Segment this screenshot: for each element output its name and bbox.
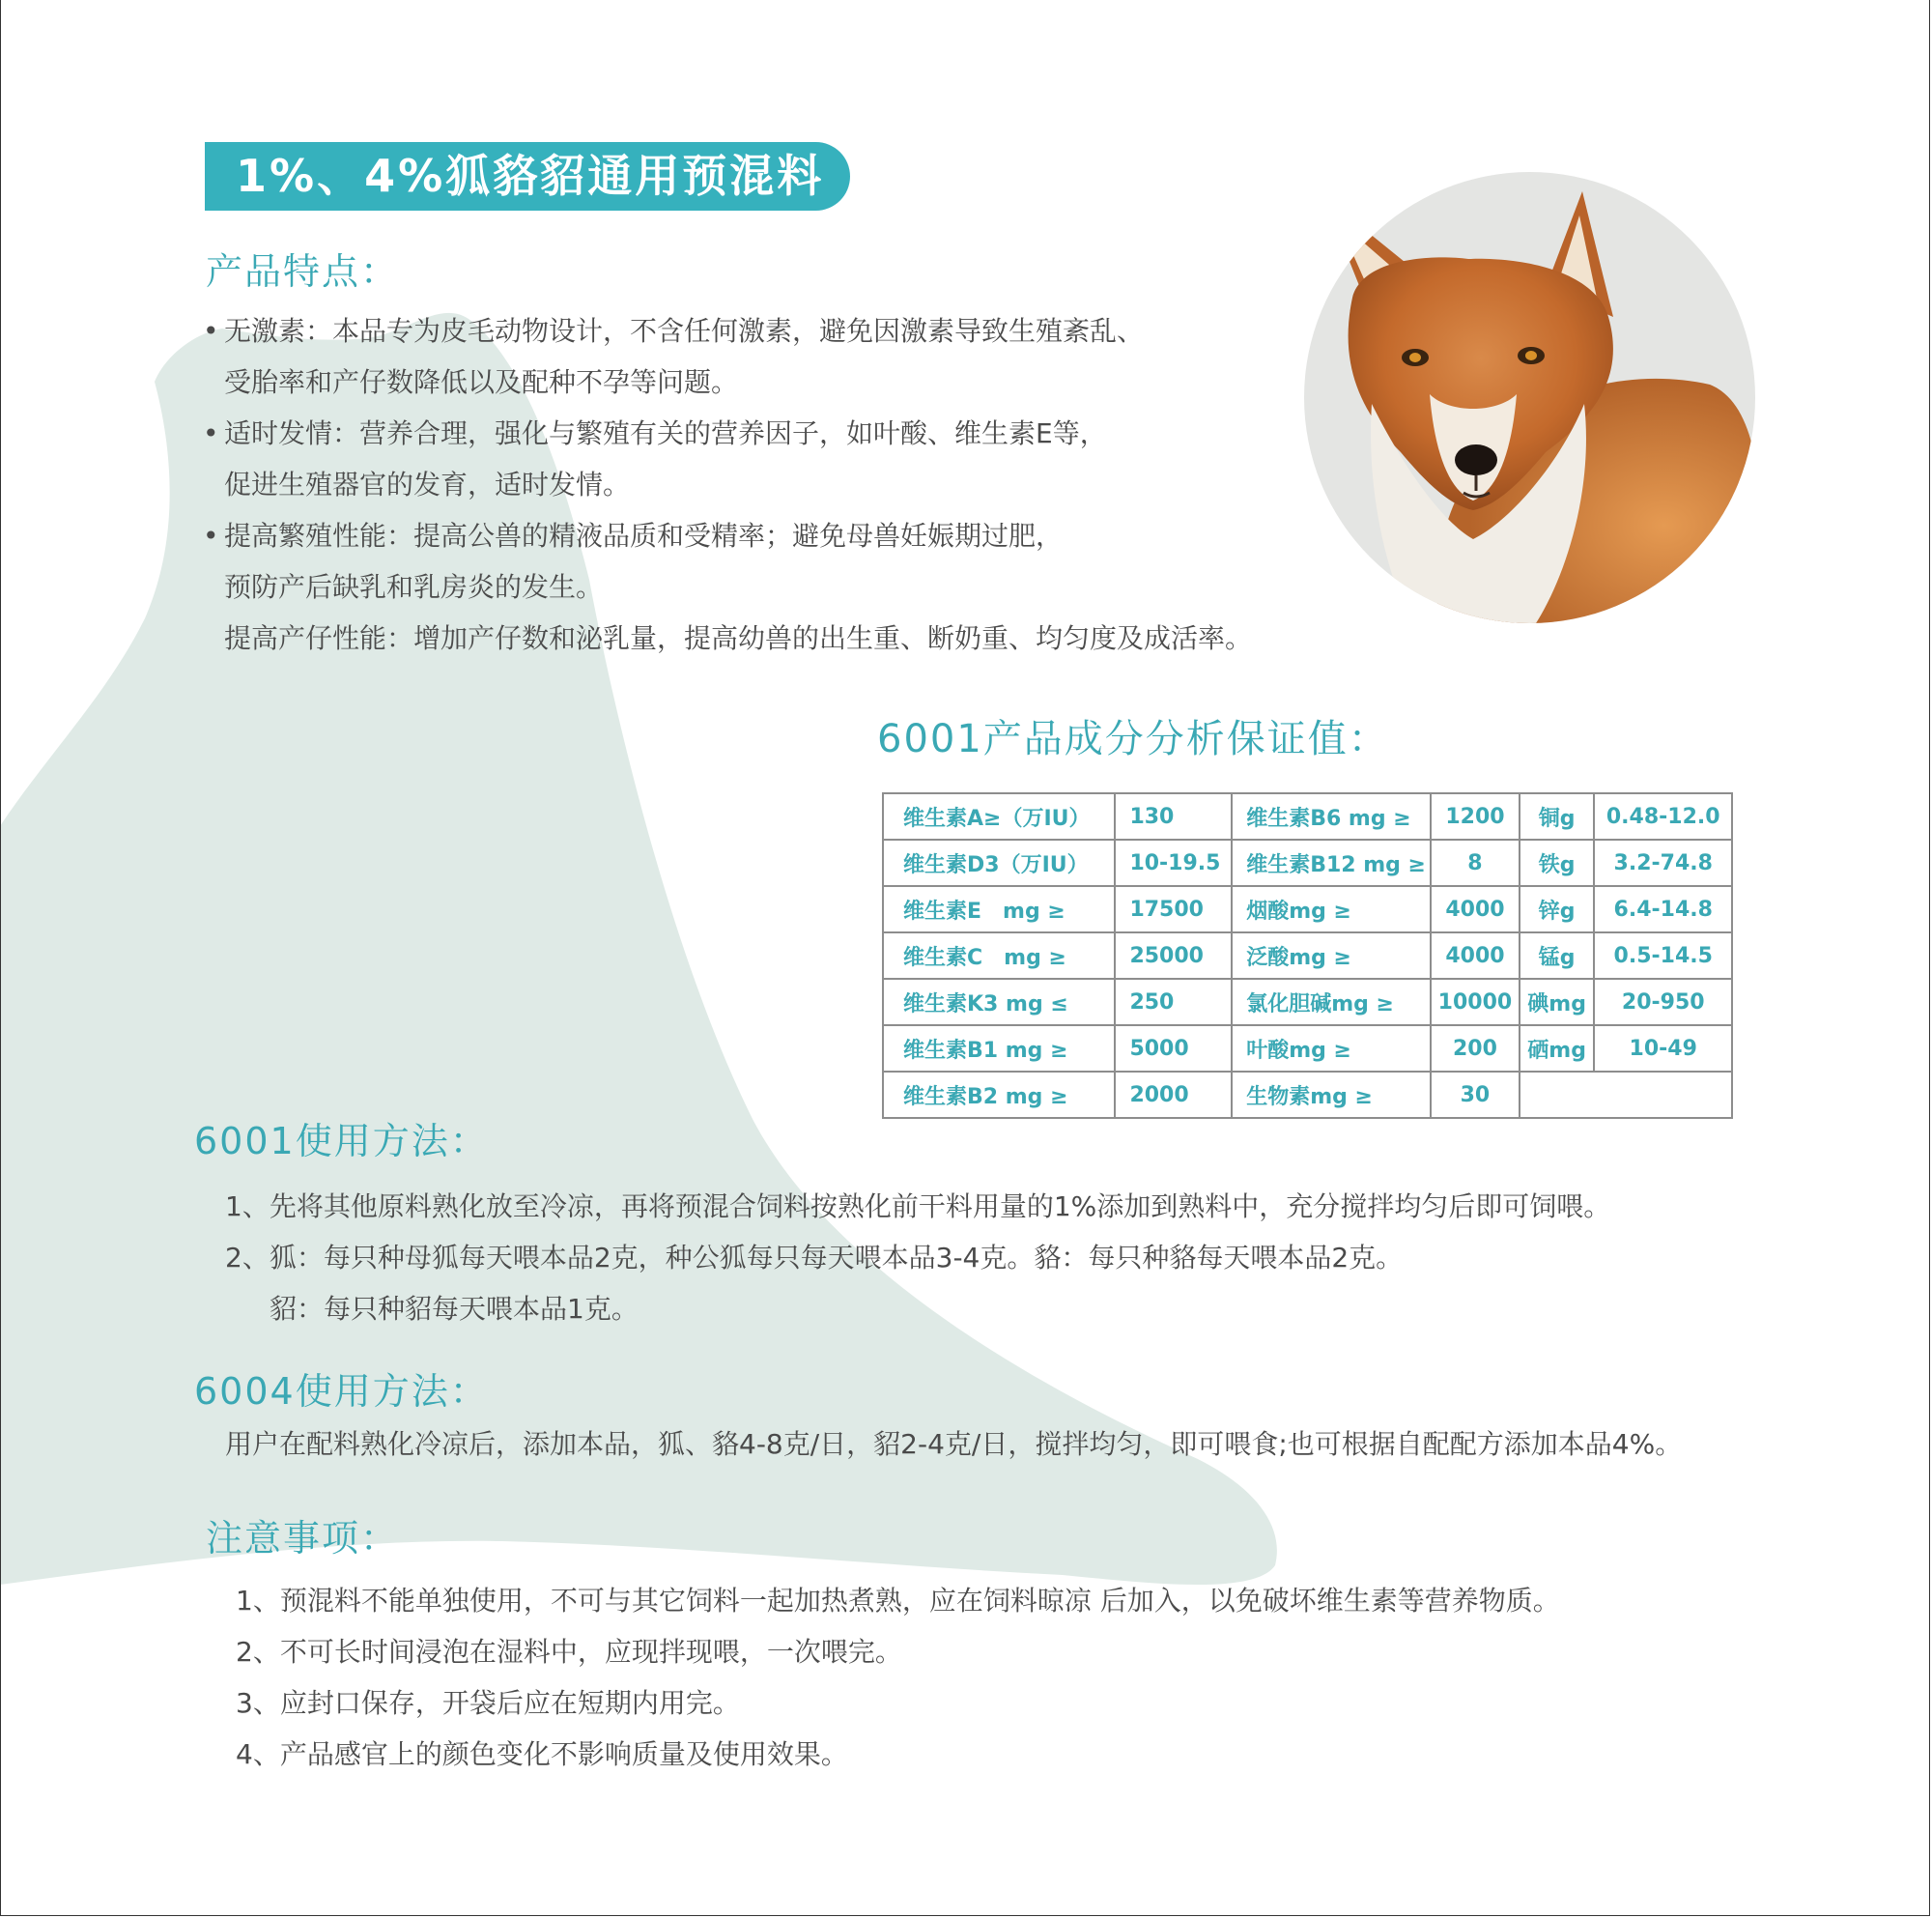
table-cell: 氯化胆碱mg ≥: [1232, 979, 1431, 1025]
table-cell: 5000: [1115, 1025, 1232, 1072]
table-row: [883, 1025, 1732, 1072]
note-line: 1、预混料不能单独使用，不可与其它饲料一起加热煮熟，应在饲料晾凉 后加入，以免破坏维生素等营养物质。: [236, 1585, 1560, 1617]
usage-6001-list: [225, 1181, 1610, 1334]
table-row: [883, 886, 1732, 932]
feature-line: 预防产后缺乳和乳房炎的发生。: [224, 571, 604, 603]
table-cell: 8: [1431, 840, 1520, 886]
page-title: 1%、4%狐貉貂通用预混料: [236, 150, 825, 202]
table-cell-empty: [1520, 1072, 1732, 1118]
table-cell: 2000: [1115, 1072, 1232, 1118]
usage-line: 1、先将其他原料熟化放至冷凉，再将预混合饲料按熟化前干料用量的1%添加到熟料中，充分搅拌均匀后即可饲喂。: [225, 1190, 1611, 1222]
features-heading: 产品特点：: [206, 250, 400, 293]
table-cell: 维生素B2 mg ≥: [883, 1072, 1115, 1118]
notes-list: [236, 1575, 1560, 1780]
usage-6004-heading: 6004使用方法：: [194, 1370, 489, 1413]
fox-photo-icon: [1304, 172, 1755, 623]
feature-line: 促进生殖器官的发育，适时发情。: [224, 469, 631, 501]
table-cell: 碘mg: [1520, 979, 1595, 1025]
feature-line: 提高产仔性能：增加产仔数和泌乳量，提高幼兽的出生重、断奶重、均匀度及成活率。: [224, 622, 1253, 654]
notes-heading: 注意事项：: [206, 1517, 400, 1560]
table-cell: 维生素A≥（万IU）: [883, 793, 1115, 840]
usage-line: 貂：每只种貂每天喂本品1克。: [270, 1293, 639, 1325]
table-cell: 锌g: [1520, 886, 1595, 932]
feature-line: • 提高繁殖性能：提高公兽的精液品质和受精率；避免母兽妊娠期过肥，: [203, 510, 1362, 561]
table-cell: 维生素D3（万IU）: [883, 840, 1115, 886]
table-cell: 泛酸mg ≥: [1232, 932, 1431, 979]
table-cell: 25000: [1115, 932, 1232, 979]
features-list: [203, 305, 1362, 664]
table-cell: 叶酸mg ≥: [1232, 1025, 1431, 1072]
table-cell: 250: [1115, 979, 1232, 1025]
composition-table: [882, 792, 1733, 1119]
table-cell: 10-49: [1594, 1025, 1732, 1072]
table-cell: 130: [1115, 793, 1232, 840]
feature-line: • 无激素：本品专为皮毛动物设计，不含任何激素，避免因激素导致生殖紊乱、: [203, 305, 1362, 357]
table-cell: 维生素C mg ≥: [883, 932, 1115, 979]
table-row: [883, 840, 1732, 886]
table-row: [883, 932, 1732, 979]
table-cell: 20-950: [1594, 979, 1732, 1025]
table-cell: 10-19.5: [1115, 840, 1232, 886]
table-cell: 铁g: [1520, 840, 1595, 886]
note-line: 2、不可长时间浸泡在湿料中，应现拌现喂，一次喂完。: [236, 1636, 902, 1668]
usage-6004-list: [225, 1418, 1682, 1470]
composition-heading: 6001产品成分分析保证值：: [877, 717, 1389, 761]
usage-line: 用户在配料熟化冷凉后，添加本品，狐、貉4-8克/日，貂2-4克/日，搅拌均匀，即可喂食;也可根据自配配方添加本品4%。: [225, 1428, 1683, 1460]
table-cell: 0.48-12.0: [1594, 793, 1732, 840]
table-cell: 维生素B6 mg ≥: [1232, 793, 1431, 840]
table-cell: 维生素E mg ≥: [883, 886, 1115, 932]
title-banner: [205, 142, 850, 211]
table-cell: 200: [1431, 1025, 1520, 1072]
table-cell: 10000: [1431, 979, 1520, 1025]
table-cell: 3.2-74.8: [1594, 840, 1732, 886]
table-cell: 维生素B12 mg ≥: [1232, 840, 1431, 886]
table-cell: 烟酸mg ≥: [1232, 886, 1431, 932]
table-cell: 6.4-14.8: [1594, 886, 1732, 932]
table-cell: 铜g: [1520, 793, 1595, 840]
feature-line: 受胎率和产仔数降低以及配种不孕等问题。: [224, 366, 739, 398]
note-line: 4、产品感官上的颜色变化不影响质量及使用效果。: [236, 1738, 848, 1770]
feature-line: • 适时发情：营养合理，强化与繁殖有关的营养因子，如叶酸、维生素E等，: [203, 408, 1362, 459]
table-cell: 锰g: [1520, 932, 1595, 979]
table-cell: 17500: [1115, 886, 1232, 932]
table-cell: 1200: [1431, 793, 1520, 840]
fox-photo: [1304, 172, 1755, 623]
table-cell: 4000: [1431, 932, 1520, 979]
table-cell: 生物素mg ≥: [1232, 1072, 1431, 1118]
table-cell: 30: [1431, 1072, 1520, 1118]
table-cell: 0.5-14.5: [1594, 932, 1732, 979]
table-row: [883, 1072, 1732, 1118]
table-row: [883, 979, 1732, 1025]
usage-line: 2、狐：每只种母狐每天喂本品2克，种公狐每只每天喂本品3-4克。貉：每只种貉每天喂本品2克。: [225, 1242, 1404, 1274]
table-cell: 硒mg: [1520, 1025, 1595, 1072]
table-row: [883, 793, 1732, 840]
table-cell: 4000: [1431, 886, 1520, 932]
table-cell: 维生素B1 mg ≥: [883, 1025, 1115, 1072]
table-cell: 维生素K3 mg ≤: [883, 979, 1115, 1025]
note-line: 3、应封口保存，开袋后应在短期内用完。: [236, 1687, 740, 1719]
usage-6001-heading: 6001使用方法：: [194, 1120, 489, 1162]
